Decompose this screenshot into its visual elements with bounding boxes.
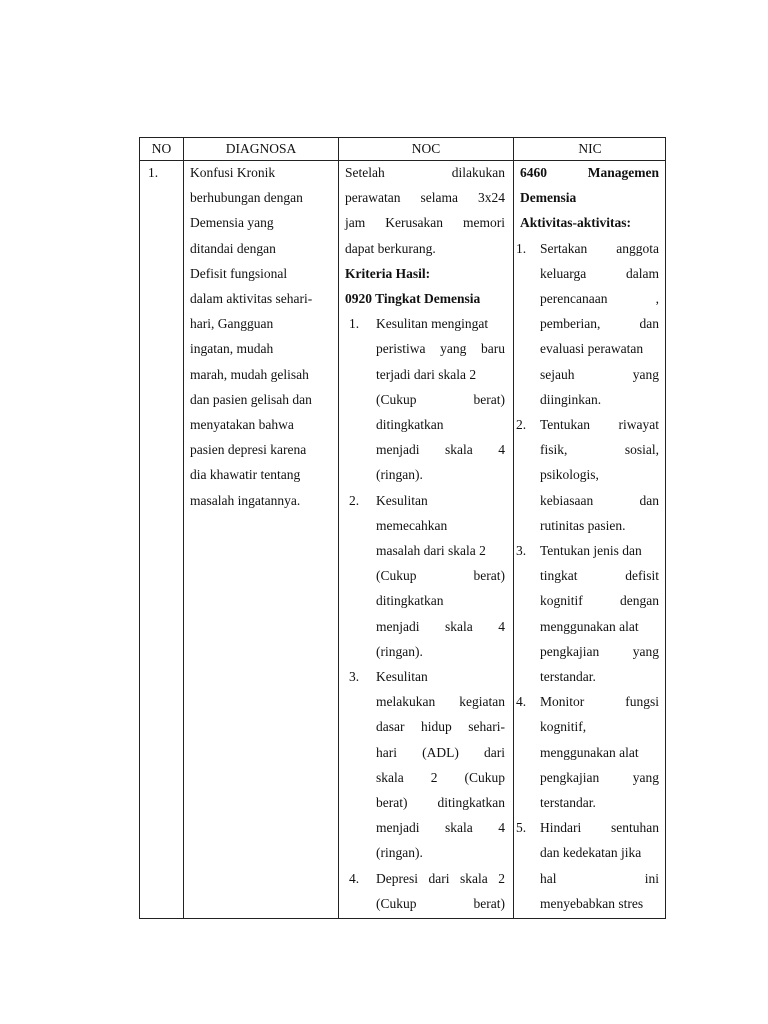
word: peristiwa: [376, 341, 426, 357]
diagnosa-line: pasien depresi karena: [190, 442, 307, 458]
column-divider: [183, 138, 184, 918]
diagnosa-line: dia khawatir tentang: [190, 467, 301, 483]
diagnosa-line: masalah ingatannya.: [190, 492, 301, 508]
noc-item-line: [376, 618, 505, 636]
noc-item-line: Kesulitan: [376, 492, 428, 508]
aktivitas-label: Aktivitas-aktivitas:: [520, 215, 631, 231]
noc-intro-line: dapat berkurang.: [345, 240, 436, 256]
word: hidup: [420, 719, 452, 735]
word: dalam: [626, 265, 659, 281]
list-number: 3.: [516, 543, 527, 558]
noc-item-line: memecahkan: [376, 517, 448, 533]
word: jam: [345, 215, 366, 231]
header-nic: NIC: [578, 141, 602, 156]
diagnosa-line: ditandai dengan: [190, 240, 276, 256]
diagnosa-line: berhubungan dengan: [190, 190, 303, 206]
nic-item-line: menggunakan alat: [540, 744, 639, 760]
noc-item-line: Kesulitan mengingat: [376, 316, 489, 332]
nic-item-line: [540, 592, 659, 610]
word: sehari-: [468, 719, 505, 735]
word: anggota: [616, 240, 659, 256]
word: (Cukup: [464, 769, 505, 785]
word: Setelah: [345, 165, 385, 180]
word: Hindari: [540, 820, 582, 836]
noc-item-line: (ringan).: [376, 467, 423, 483]
word: pemberian,: [540, 316, 601, 332]
word: defisit: [625, 568, 659, 584]
word: ini: [644, 870, 659, 886]
word: sentuhan: [611, 820, 659, 836]
word: Managemen: [587, 165, 659, 180]
list-number: 1.: [349, 316, 360, 332]
diagnosa-line: Demensia yang: [190, 215, 274, 231]
word: kegiatan: [459, 694, 505, 710]
column-divider: [513, 138, 514, 918]
word: 3x24: [477, 190, 505, 206]
list-number: 4.: [516, 694, 527, 710]
care-plan-table: [139, 137, 666, 919]
word: berat): [473, 568, 505, 584]
noc-item-line: [376, 794, 505, 812]
nic-item-line: terstandar.: [540, 795, 596, 810]
word: kognitif: [540, 593, 583, 609]
word: 4: [498, 442, 505, 458]
noc-item-line: [376, 769, 505, 787]
word: skala: [445, 820, 473, 836]
word: ,: [655, 291, 659, 306]
word: dan: [639, 316, 659, 332]
noc-item-line: masalah dari skala 2: [376, 543, 486, 558]
noc-intro-line: [345, 214, 505, 232]
word: kebiasaan: [540, 492, 594, 508]
noc-item-line: [376, 567, 505, 585]
list-number: 2.: [349, 492, 360, 508]
diagnosa-line: dalam aktivitas sehari-: [190, 291, 313, 306]
column-divider: [338, 138, 339, 918]
noc-item-line: [376, 870, 505, 888]
nic-item-line: [540, 290, 659, 308]
diagnosa-line: ingatan, mudah: [190, 341, 274, 357]
word: Monitor: [540, 694, 585, 710]
word: (Cukup: [376, 895, 417, 911]
word: dasar: [376, 719, 405, 735]
noc-item-line: [376, 340, 505, 358]
word: 4: [498, 820, 505, 836]
word: yang: [632, 643, 659, 659]
noc-item-line: ditingkatkan: [376, 593, 444, 609]
word: pengkajian: [540, 769, 600, 785]
word: dilakukan: [451, 165, 505, 180]
word: hal: [540, 870, 557, 886]
word: berat): [473, 895, 505, 911]
nic-item-line: [540, 315, 659, 333]
nic-item-line: kognitif,: [540, 719, 587, 735]
word: skala: [376, 769, 404, 785]
diagnosa-line: Konfusi Kronik: [190, 165, 276, 180]
noc-item-line: [376, 391, 505, 409]
word: dari: [484, 744, 505, 760]
word: yang: [440, 341, 467, 357]
nic-item-line: [540, 441, 659, 459]
word: dan: [639, 492, 659, 508]
list-number: 5.: [516, 820, 527, 836]
header-noc: NOC: [411, 141, 441, 156]
word: skala: [459, 870, 488, 886]
word: Tentukan: [540, 417, 591, 432]
nic-item-line: dan kedekatan jika: [540, 845, 642, 861]
word: berat): [473, 391, 505, 407]
list-number: 4.: [349, 870, 360, 886]
word: yang: [632, 769, 659, 785]
word: menjadi: [376, 820, 420, 836]
word: 2: [498, 870, 505, 886]
nic-item-line: [540, 567, 659, 585]
nic-item-line: rutinitas pasien.: [540, 517, 626, 533]
word: dari: [428, 870, 450, 886]
row-number: 1.: [148, 165, 159, 180]
word: (ADL): [422, 744, 459, 760]
kriteria-hasil-label: Kriteria Hasil:: [345, 265, 431, 281]
word: tingkat: [540, 568, 578, 584]
noc-item-line: [376, 693, 505, 711]
word: sosial,: [624, 442, 659, 458]
header-divider: [140, 160, 665, 161]
nic-item-line: [540, 693, 659, 711]
nic-item-line: menyebabkan stres: [540, 895, 644, 911]
word: fisik,: [540, 442, 568, 458]
nic-item-line: evaluasi perawatan: [540, 341, 644, 357]
noc-item-line: (ringan).: [376, 845, 423, 861]
word: (Cukup: [376, 568, 417, 584]
word: yang: [632, 366, 659, 382]
nic-item-line: [540, 492, 659, 510]
diagnosa-line: hari, Gangguan: [190, 316, 274, 332]
noc-item-line: [376, 744, 505, 762]
word: keluarga: [540, 265, 587, 281]
nic-item-line: [540, 416, 659, 434]
word: melakukan: [376, 694, 436, 710]
nic-item-line: [540, 819, 659, 837]
word: skala: [445, 442, 473, 458]
word: Sertakan: [540, 240, 588, 256]
word: 2: [430, 769, 438, 785]
noc-item-line: [376, 819, 505, 837]
word: menjadi: [376, 618, 420, 634]
nic-item-line: [540, 366, 659, 384]
word: Kerusakan: [385, 215, 443, 231]
diagnosa-line: Defisit fungsional: [190, 265, 288, 281]
noc-item-line: terjadi dari skala 2: [376, 366, 477, 382]
noc-item-line: (ringan).: [376, 643, 423, 659]
word: perawatan: [345, 190, 401, 206]
word: Depresi: [376, 870, 418, 886]
list-number: 1.: [516, 240, 527, 256]
word: hari: [376, 744, 397, 760]
tingkat-demensia-label: 0920 Tingkat Demensia: [345, 291, 481, 306]
diagnosa-line: dan pasien gelisah dan: [190, 391, 312, 407]
word: 6460: [520, 165, 547, 180]
noc-item-line: [376, 441, 505, 459]
nic-title-line: Demensia: [520, 190, 577, 206]
word: 4: [498, 618, 505, 634]
word: perencanaan: [540, 291, 608, 306]
noc-intro-line: [345, 164, 505, 182]
word: (Cukup: [376, 391, 417, 407]
word: fungsi: [625, 694, 659, 710]
nic-item-line: diinginkan.: [540, 391, 602, 407]
header-diagnosa: DIAGNOSA: [225, 141, 297, 156]
header-no: NO: [151, 141, 172, 156]
nic-item-line: [540, 769, 659, 787]
nic-item-line: [540, 265, 659, 283]
nic-item-line: [540, 870, 659, 888]
word: riwayat: [618, 417, 659, 432]
nic-item-line: [540, 240, 659, 258]
diagnosa-line: marah, mudah gelisah: [190, 366, 309, 382]
noc-item-line: [376, 718, 505, 736]
word: pengkajian: [540, 643, 600, 659]
diagnosa-line: menyatakan bahwa: [190, 417, 294, 432]
noc-intro-line: [345, 189, 505, 207]
nic-item-line: Tentukan jenis dan: [540, 543, 642, 558]
word: dengan: [620, 593, 659, 609]
noc-item-line: Kesulitan: [376, 669, 428, 684]
list-number: 2.: [516, 417, 527, 432]
noc-item-line: ditingkatkan: [376, 417, 444, 432]
word: menjadi: [376, 442, 420, 458]
word: selama: [420, 190, 458, 206]
nic-title-line: [520, 164, 659, 182]
word: berat): [376, 795, 408, 810]
word: skala: [445, 618, 473, 634]
word: memori: [462, 215, 505, 231]
word: baru: [481, 341, 505, 357]
list-number: 3.: [349, 669, 360, 684]
nic-item-line: menggunakan alat: [540, 618, 639, 634]
nic-item-line: psikologis,: [540, 467, 599, 483]
nic-item-line: [540, 643, 659, 661]
word: ditingkatkan: [437, 795, 505, 810]
nic-item-line: terstandar.: [540, 669, 596, 684]
noc-item-line: [376, 895, 505, 913]
word: sejauh: [540, 366, 575, 382]
